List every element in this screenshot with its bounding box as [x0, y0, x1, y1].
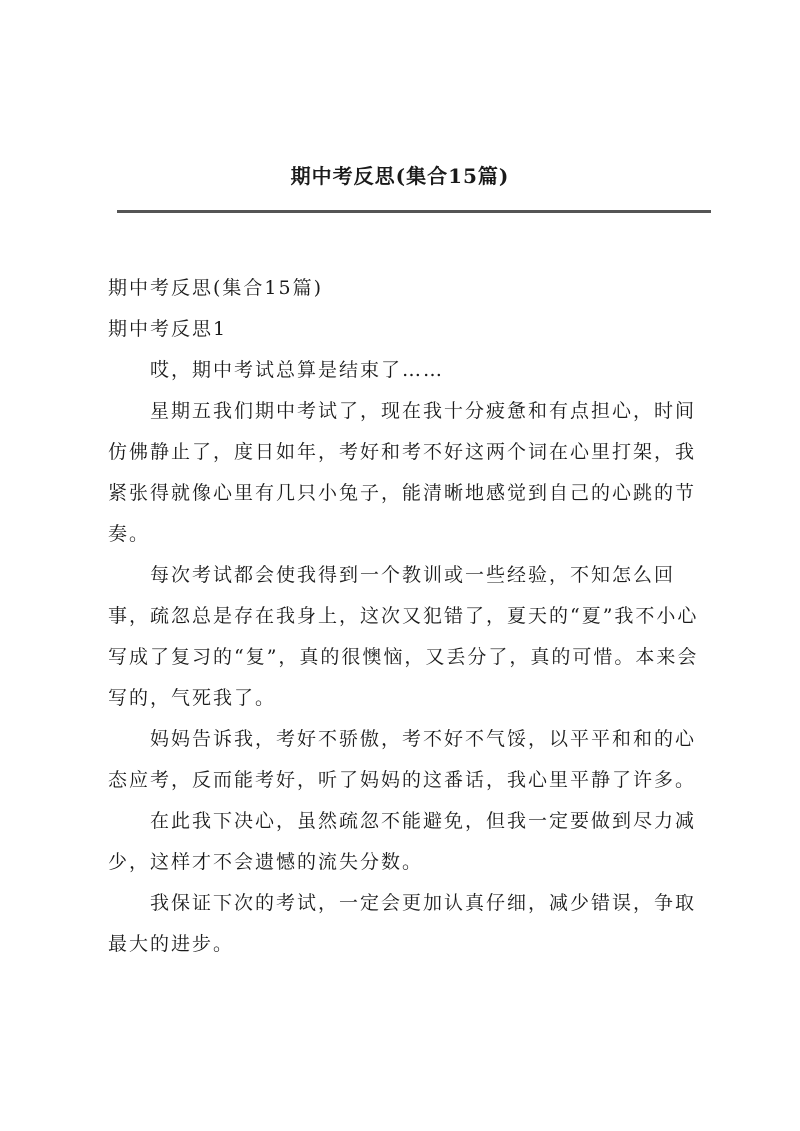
body-paragraph: 在此我下决心，虽然疏忽不能避免，但我一定要做到尽力减少，这样才不会遗憾的流失分数。: [108, 810, 697, 873]
body-paragraph: 妈妈告诉我，考好不骄傲，考不好不气馁，以平平和和的心态应考，反而能考好，听了妈妈的这番话，我心里平静了许多。: [108, 728, 697, 791]
section-subheading: 期中考反思1: [108, 318, 228, 340]
section-heading: 期中考反思(集合15篇): [108, 277, 324, 299]
document-body: [108, 268, 712, 965]
title-divider: [117, 210, 711, 213]
body-paragraph: 我保证下次的考试，一定会更加认真仔细，减少错误，争取最大的进步。: [108, 892, 697, 955]
document-title: 期中考反思(集合15篇): [290, 164, 510, 188]
body-paragraph: 星期五我们期中考试了，现在我十分疲惫和有点担心，时间仿佛静止了，度日如年，考好和考不好这两个词在心里打架，我紧张得就像心里有几只小兔子，能清晰地感觉到自己的心跳的节奏。: [108, 400, 697, 545]
body-paragraph: 哎，期中考试总算是结束了……: [150, 359, 445, 381]
body-paragraph: 每次考试都会使我得到一个教训或一些经验，不知怎么回事，疏忽总是存在我身上，这次又犯错了，夏天的“夏”我不小心写成了复习的“复”，真的很懊恼，又丢分了，真的可惜。本来会写的，气死我了。: [108, 564, 699, 709]
